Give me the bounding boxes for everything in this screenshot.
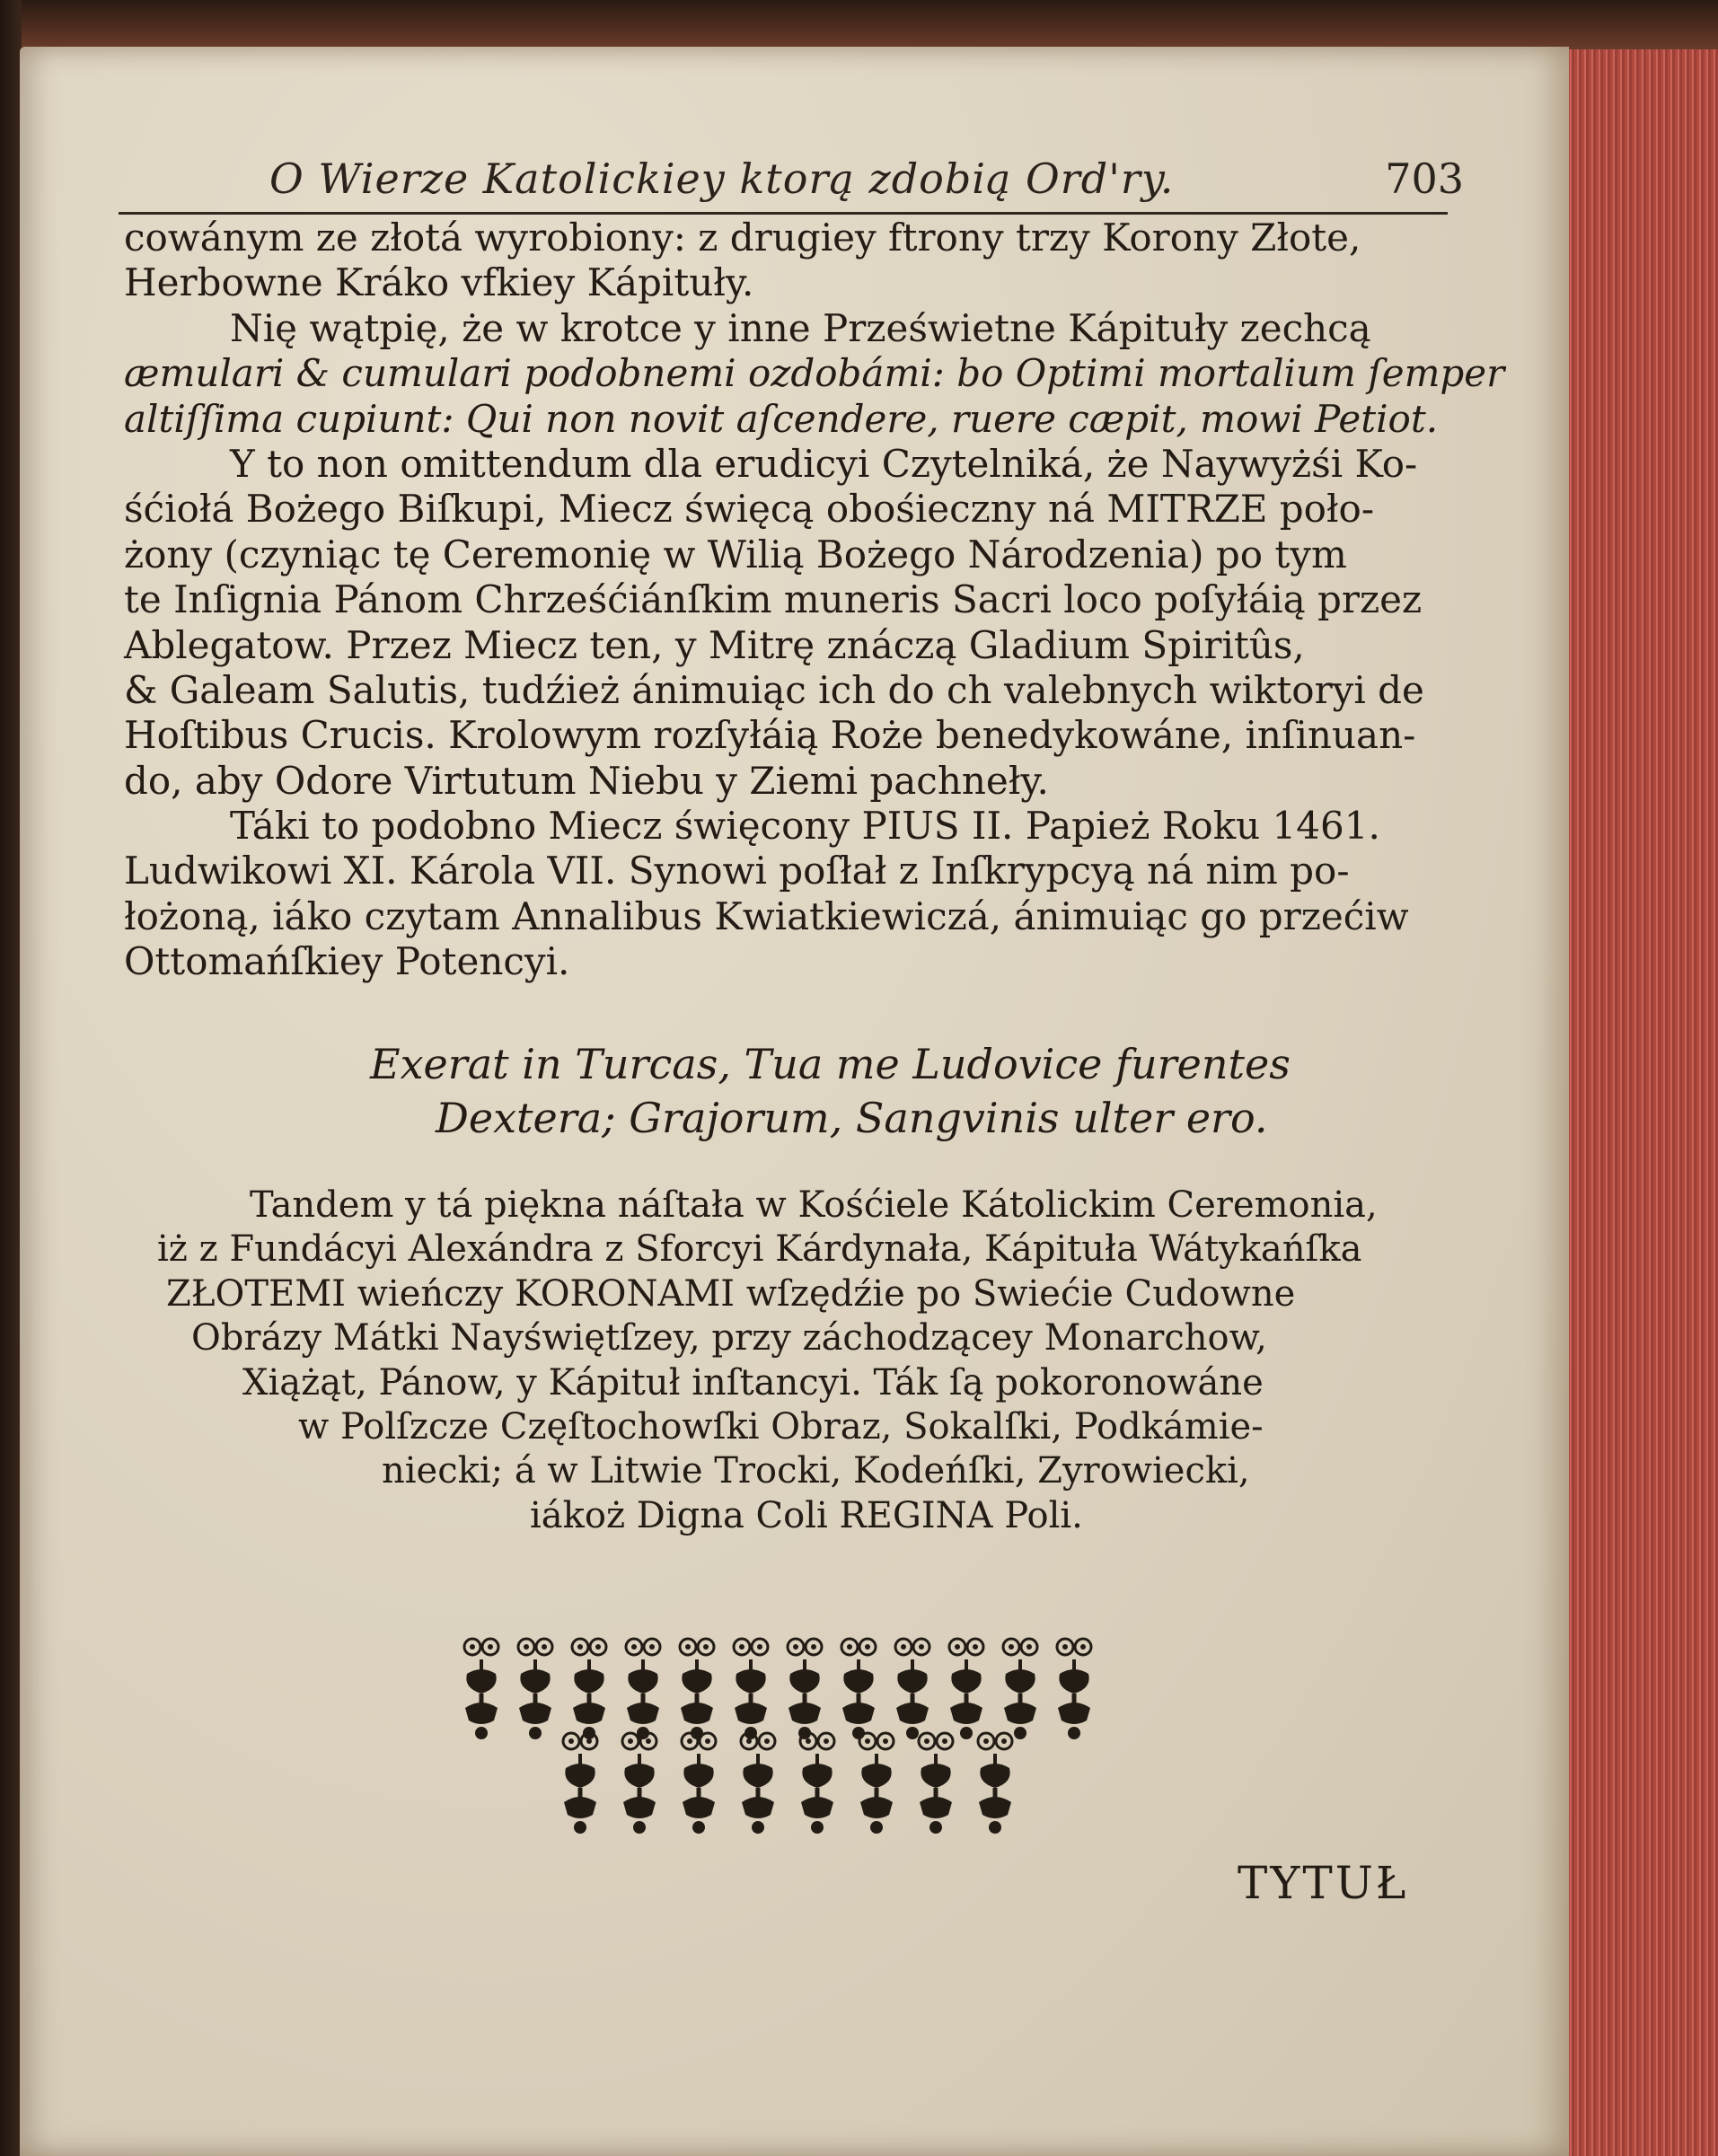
body-line: łożoną, iáko czytam Annalibus Kwiatkiewiczá, ánimuiąc go przećiw: [124, 893, 1409, 938]
catchword: TYTUŁ: [1238, 1857, 1409, 1909]
ornament-row-1: [458, 1634, 1105, 1688]
body-line: Táki to podobno Miecz święcony PIUS II. Papież Roku 1461.: [230, 804, 1380, 849]
final-line: w Polſzcze Częſtochowſki Obraz, Sokalſki, Podkámie-: [298, 1406, 1264, 1448]
fleuron-ornament-icon: [794, 1729, 841, 1836]
body-line: Nię wątpię, że w krotce y inne Prześwietne Kápituły zechcą: [230, 305, 1371, 350]
fleuron-ornament-icon: [675, 1729, 722, 1836]
final-line: iákoż Digna Coli REGINA Poli.: [530, 1495, 1083, 1536]
body-line: żony (czyniąc tę Ceremonię w Wilią Bożego Národzenia) po tym: [124, 532, 1347, 576]
running-head-title: O Wierze Katolickiey ktorą zdobią Ord'ry.: [269, 154, 1175, 203]
body-line: do, aby Odore Virtutum Niebu y Ziemi pachneły.: [124, 758, 1049, 803]
verse-line-1: Exerat in Turcas, Tua me Ludovice furentes: [370, 1040, 1291, 1088]
body-line: Ludwikowi XI. Károla VII. Synowi poſłał z Inſkrypcyą ná nim po-: [124, 849, 1350, 893]
body-line: Hoſtibus Crucis. Krolowym rozſyłáią Roże benedykowáne, inſinuan-: [124, 713, 1416, 758]
body-line: Ottomańſkiey Potencyi.: [124, 939, 570, 984]
final-line: Tandem y tá piękna náſtała w Kośćiele Kátolickim Ceremonia,: [250, 1184, 1378, 1226]
fleuron-ornament-icon: [997, 1634, 1044, 1742]
fleuron-ornament-icon: [835, 1634, 882, 1742]
book-spine: [0, 0, 22, 2156]
fleuron-ornament-icon: [735, 1729, 781, 1836]
fleuron-ornament-icon: [566, 1634, 612, 1742]
body-text: [124, 216, 1505, 985]
fleuron-ornament-icon: [616, 1729, 663, 1836]
body-line: altiſſima cupiunt: Qui non novit aſcendere, ruere cæpit, mowi Petiot.: [124, 396, 1439, 441]
page-edges-red: [1567, 49, 1718, 2156]
fleuron-ornament-icon: [912, 1729, 959, 1836]
body-line: Y to non omittendum dla erudicyi Czytelniká, że Naywyżśi Ko-: [230, 441, 1418, 486]
final-line: ZŁOTEMI wieńczy KORONAMI wſzędźie po Swiećie Cudowne: [166, 1273, 1296, 1315]
body-line: śćiołá Bożego Biſkupi, Miecz święcą obośieczny ná MITRZE poło-: [124, 487, 1375, 532]
verse-line-2: Dextera; Grajorum, Sangvinis ulter ero.: [436, 1094, 1268, 1142]
header-rule: [119, 212, 1448, 215]
body-line: & Galeam Salutis, tudźież ánimuiąc ich do ch valebnych wiktoryi de: [124, 667, 1424, 712]
fleuron-ornament-icon: [557, 1729, 604, 1836]
page-number: 703: [1385, 154, 1464, 203]
body-line: te Inſignia Pánom Chrześćiánſkim muneris Sacri loco poſyłáią przez: [124, 577, 1423, 622]
body-line: Herbowne Kráko vfkiey Kápituły.: [124, 260, 754, 305]
fleuron-ornament-icon: [1051, 1634, 1097, 1742]
body-line: æmulari & cumulari podobnemi ozdobámi: bo Optimi mortalium ſemper: [124, 351, 1505, 396]
body-line: cowánym ze złotá wyrobiony: z drugiey ftrony trzy Korony Złote,: [124, 216, 1361, 260]
fleuron-ornament-icon: [674, 1634, 720, 1742]
ornament-row-2: [557, 1729, 1042, 1782]
final-line: iż z Fundácyi Alexándra z Sforcyi Kárdynała, Kápituła Wátykańſka: [157, 1228, 1362, 1270]
running-head: [269, 154, 1473, 210]
final-line: Xiążąt, Pánow, y Kápituł inſtancyi. Ták ſą pokoronowáne: [242, 1362, 1264, 1404]
final-line: Obrázy Mátki Nayświętſzey, przy záchodzącey Monarchow,: [191, 1317, 1267, 1359]
final-line: niecki; á w Litwie Trocki, Kodeńſki, Zyrowiecki,: [382, 1450, 1250, 1492]
fleuron-ornament-icon: [889, 1634, 936, 1742]
fleuron-ornament-icon: [620, 1634, 666, 1742]
fleuron-ornament-icon: [943, 1634, 990, 1742]
body-line: Ablegatow. Przez Miecz ten, y Mitrę znáczą Gladium Spiritûs,: [124, 622, 1305, 667]
fleuron-ornament-icon: [781, 1634, 828, 1742]
fleuron-ornament-icon: [727, 1634, 774, 1742]
fleuron-ornament-icon: [458, 1634, 505, 1742]
fleuron-ornament-icon: [853, 1729, 900, 1836]
fleuron-ornament-icon: [972, 1729, 1018, 1836]
fleuron-ornament-icon: [512, 1634, 559, 1742]
